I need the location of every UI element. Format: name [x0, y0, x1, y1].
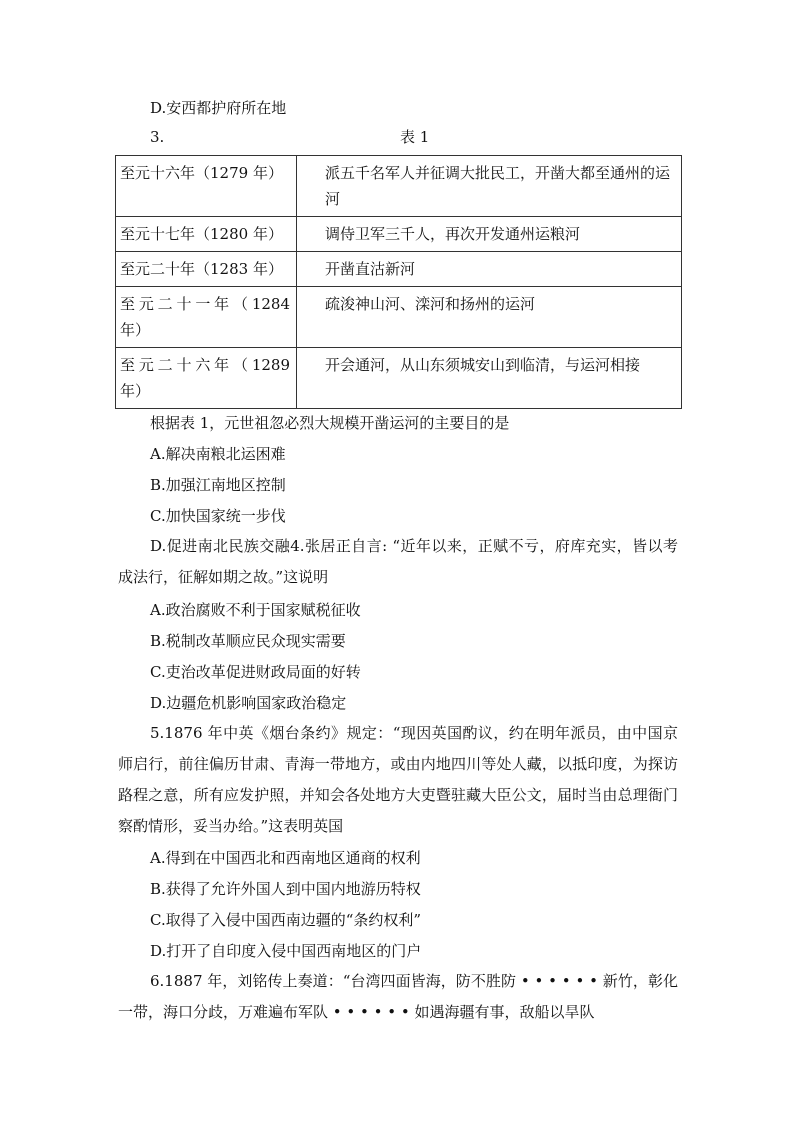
table-cell-year: 至元二十一年（1284 年） — [116, 287, 297, 348]
question-5-paragraph — [118, 718, 678, 842]
question-5-option-d: D.打开了自印度入侵中国西南地区的门户 — [150, 942, 422, 960]
prev-option-d: D.安西都护府所在地 — [150, 99, 287, 117]
table-cell-year: 至元十七年（1280 年） — [116, 217, 297, 252]
table-row — [116, 156, 682, 217]
question-3-option-b: B.加强江南地区控制 — [150, 476, 286, 494]
table-cell-event: 调侍卫军三千人，再次开发通州运粮河 — [297, 217, 682, 252]
question-4-option-a: A.政治腐败不利于国家赋税征收 — [150, 601, 361, 619]
question-3-option-d-and-question-4 — [118, 531, 678, 593]
question-5-option-c: C.取得了入侵中国西南边疆的“条约权利” — [150, 911, 422, 929]
canal-table — [115, 155, 682, 409]
table-row — [116, 217, 682, 252]
question-3-option-a: A.解决南粮北运困难 — [150, 445, 286, 463]
question-5-option-b: B.获得了允许外国人到中国内地游历特权 — [150, 880, 421, 898]
question-3-option-c: C.加快国家统一步伐 — [150, 507, 286, 525]
table-cell-year: 至元十六年（1279 年） — [116, 156, 297, 217]
table-cell-event: 疏浚神山河、滦河和扬州的运河 — [297, 287, 682, 348]
question-3-option-d: D.促进南北民族交融 — [150, 537, 291, 555]
table-cell-event: 派五千名军人并征调大批民工，开凿大都至通州的运河 — [297, 156, 682, 217]
question-4-option-b: B.税制改革顺应民众现实需要 — [150, 632, 346, 650]
table-row — [116, 287, 682, 348]
question-5-option-a: A.得到在中国西北和西南地区通商的权利 — [150, 849, 421, 867]
table-cell-event: 开会通河，从山东须城安山到临清，与运河相接 — [297, 348, 682, 409]
question-4-option-d: D.边疆危机影响国家政治稳定 — [150, 694, 347, 712]
table-row — [116, 252, 682, 287]
question-3-stem: 根据表 1，元世祖忽必烈大规模开凿运河的主要目的是 — [150, 414, 510, 432]
table-row — [116, 348, 682, 409]
question-5-stem: 5.1876 年中英《烟台条约》规定：“现因英国酌议，约在明年派员，由中国京师启行，前往偏历甘肃、青海一带地方，或由内地四川等处人藏，以抵印度，为探访路程之意，所有应发护照，并知会各处地方大吏暨驻藏大臣公文，届时当由总理衙门察酌情形，妥当办给。”这表明英国 — [118, 724, 678, 835]
question-6-stem: 6.1887 年，刘铭传上奏道：“台湾四面皆海，防不胜防 • • • • • • 新竹，彰化一带，海口分歧，万难遍布军队 • • • • • • 如遇海疆有事，敌船以旱队 — [118, 972, 678, 1021]
table-cell-year: 至元二十六年（1289 年） — [116, 348, 297, 409]
question-4-stem: 4.张居正自言: “近年以来，正赋不亏，府库充实，皆以考成法行，征解如期之故。”这说明 — [118, 537, 678, 586]
question-4-option-c: C.吏治改革促进财政局面的好转 — [150, 663, 361, 681]
table-cell-event: 开凿直沽新河 — [297, 252, 682, 287]
table-caption: 表 1 — [400, 128, 430, 146]
question-3-number: 3. — [150, 128, 165, 146]
table-cell-year: 至元二十年（1283 年） — [116, 252, 297, 287]
question-6-paragraph — [118, 966, 678, 1028]
